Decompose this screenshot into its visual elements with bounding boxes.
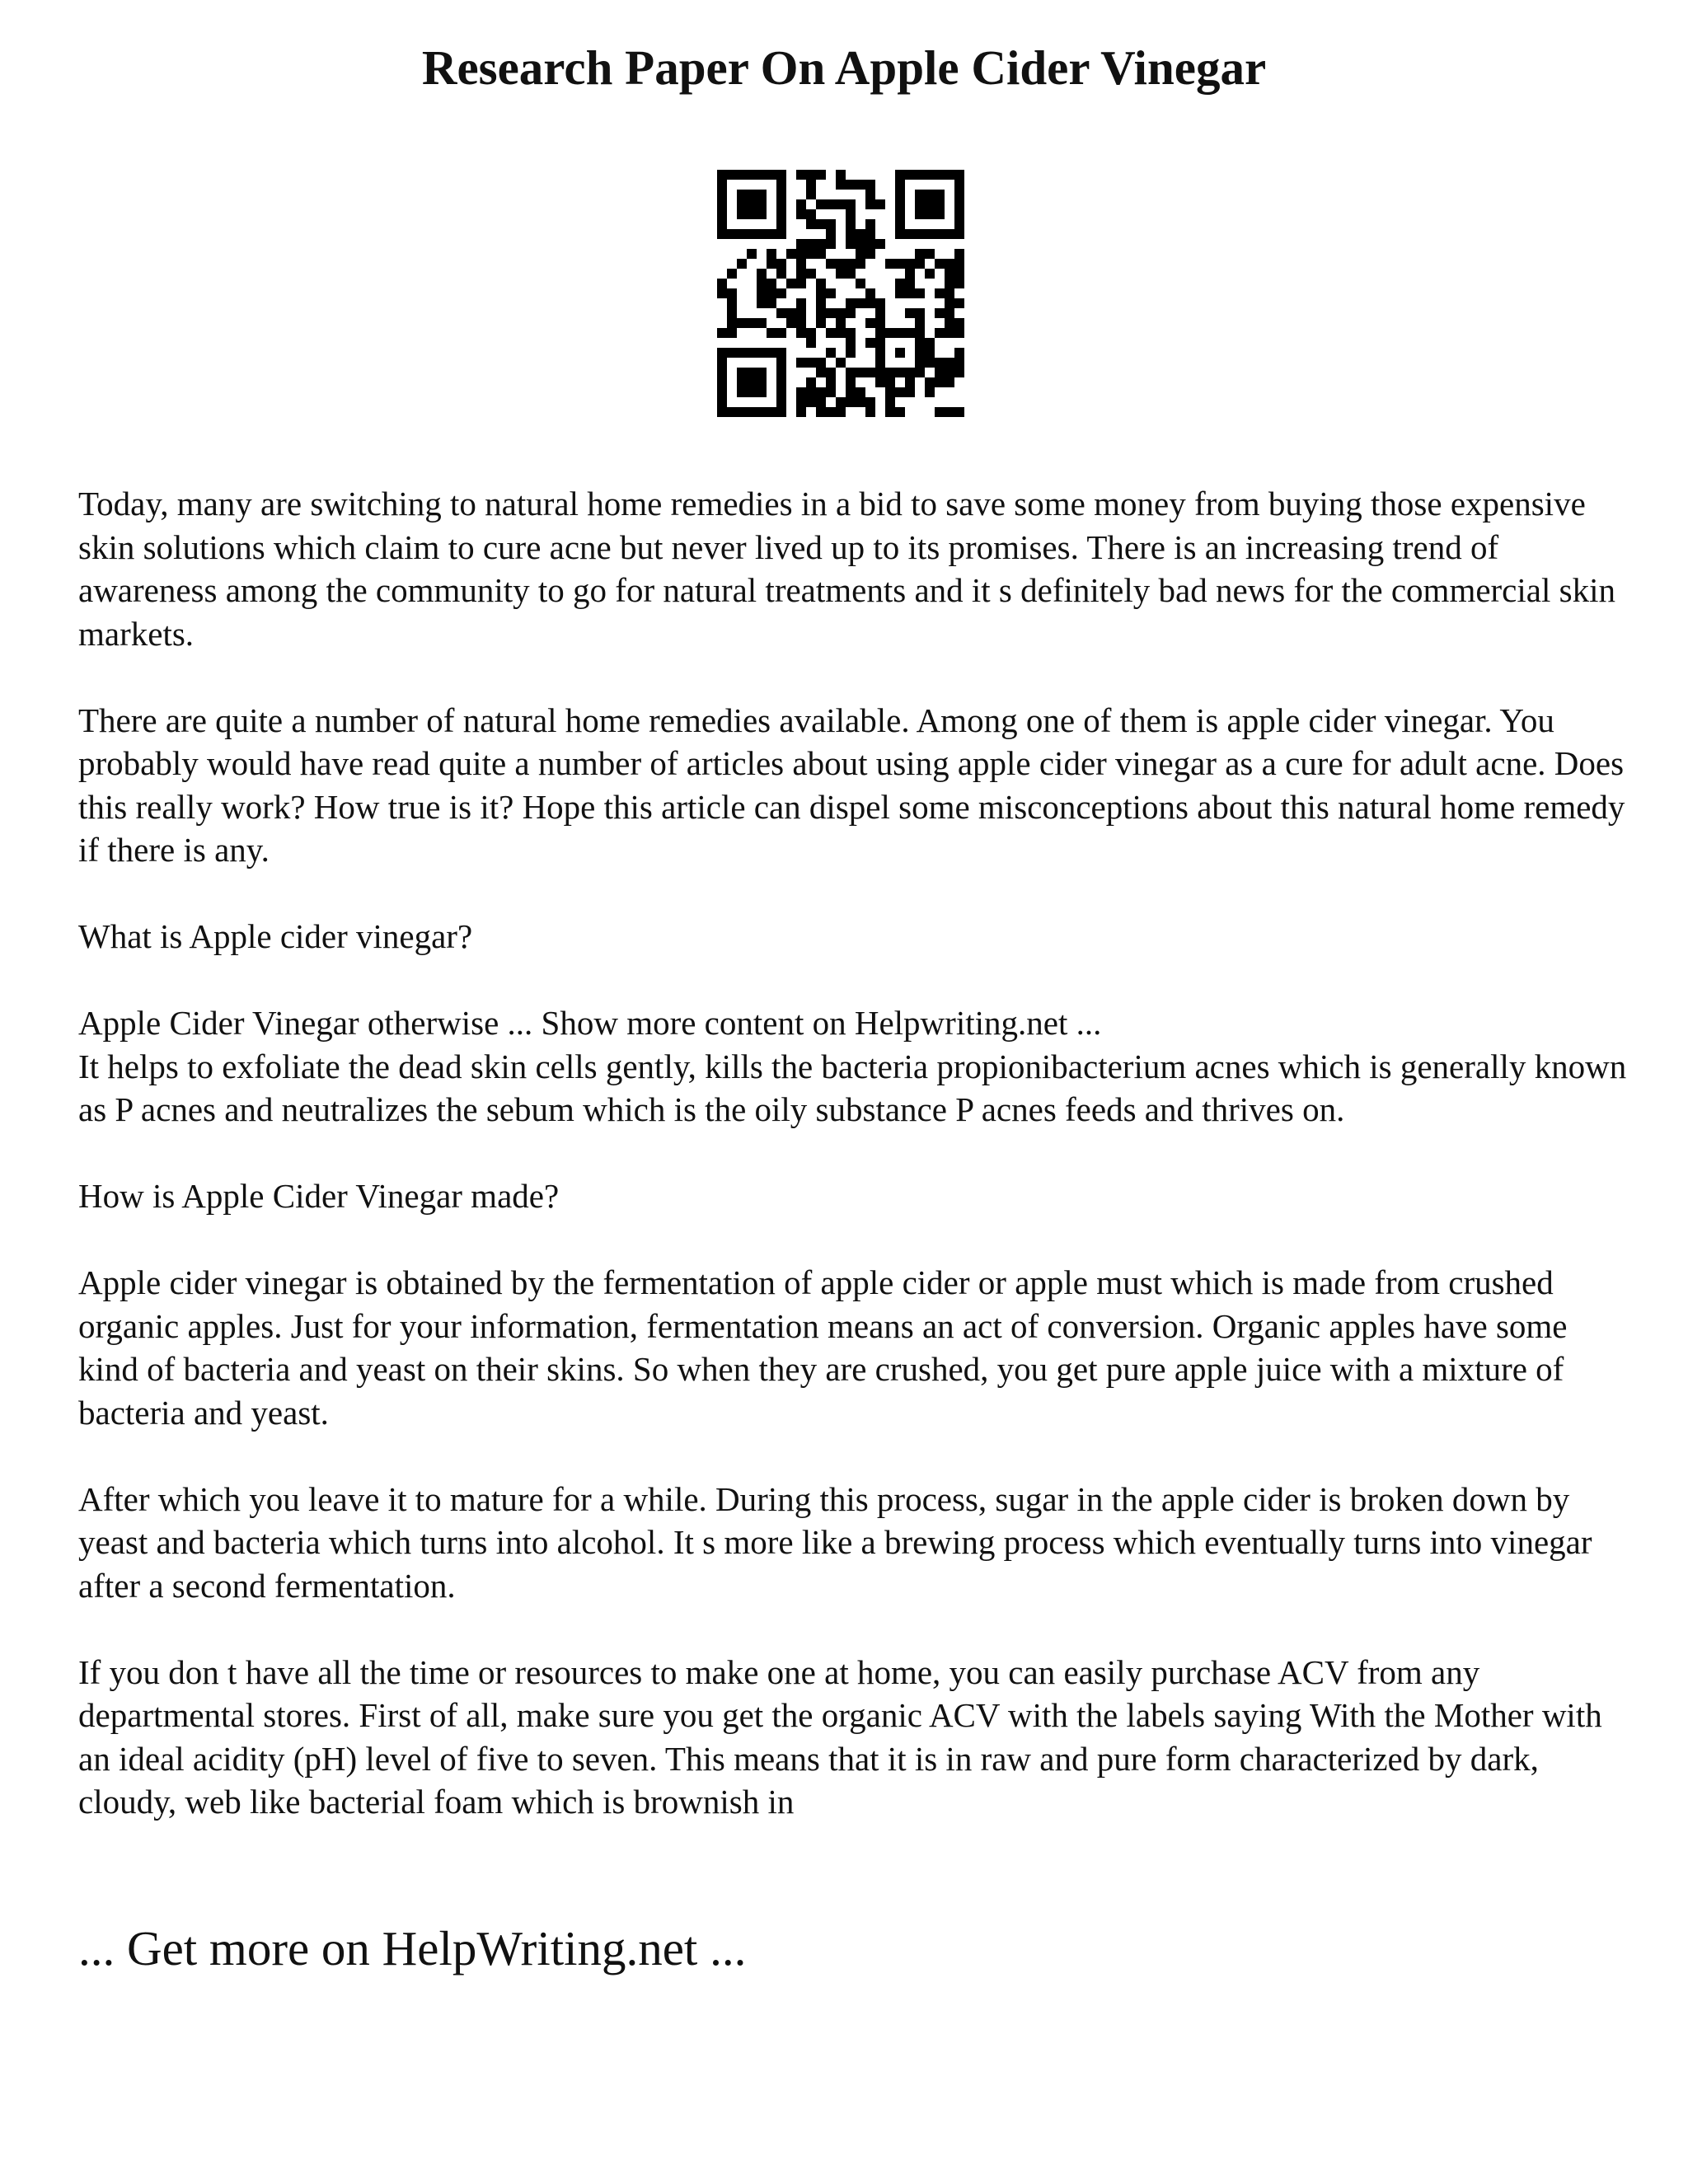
get-more-link[interactable]: ... Get more on HelpWriting.net ... — [78, 1921, 747, 1975]
document-body — [78, 482, 1628, 1824]
document-title: Research Paper On Apple Cider Vinegar — [421, 40, 1267, 95]
paragraph-fermentation: Apple cider vinegar is obtained by the fermentation of apple cider or apple must which is made from crushed organic apples. Just for your information, fermentation means an act of conversion. Organic apples have some kind of bacteria and yeast on their skins. So when they are crushed, you get pure apple juice with a mixture of bacteria and yeast. — [78, 1263, 1568, 1432]
paragraph-show-more: Apple Cider Vinegar otherwise ... Show more content on Helpwriting.net ... — [78, 1004, 1102, 1042]
paragraph-remedies: There are quite a number of natural home remedies available. Among one of them is apple cider vinegar. You probably would have read quite a number of articles about using apple cider vinegar as a cure for adult acne. Does this really work? How true is it? Hope this article can dispel some misconceptions about this natural home remedy if there is any. — [78, 701, 1625, 869]
paragraph-intro: Today, many are switching to natural home remedies in a bid to save some money from buying those expensive skin solutions which claim to cure acne but never lived up to its promises. There is an increasing trend of awareness among the community to go for natural treatments and it s definitely bad news for the commercial skin markets. — [78, 485, 1615, 653]
paragraph-mature: After which you leave it to mature for a while. During this process, sugar in the apple cider is broken down by yeast and bacteria which turns into alcohol. It s more like a brewing process which eventually turns into vinegar after a second fermentation. — [78, 1479, 1592, 1605]
heading-what-is: What is Apple cider vinegar? — [78, 917, 473, 955]
heading-how-made: How is Apple Cider Vinegar made? — [78, 1177, 560, 1215]
paragraph-exfoliate: It helps to exfoliate the dead skin cells gently, kills the bacteria propionibacterium acnes which is generally known as P acnes and neutralizes the sebum which is the oily substance P acnes feeds and thrives on. — [78, 1047, 1627, 1128]
qr-code-icon — [717, 170, 964, 417]
paragraph-purchase: If you don t have all the time or resources to make one at home, you can easily purchase ACV from any departmental stores. First of all, make sure you get the organic ACV with the labels saying With the Mother with an ideal acidity (pH) level of five to seven. This means that it is in raw and pure form characterized by dark, cloudy, web like bacterial foam which is brownish in — [78, 1652, 1602, 1821]
